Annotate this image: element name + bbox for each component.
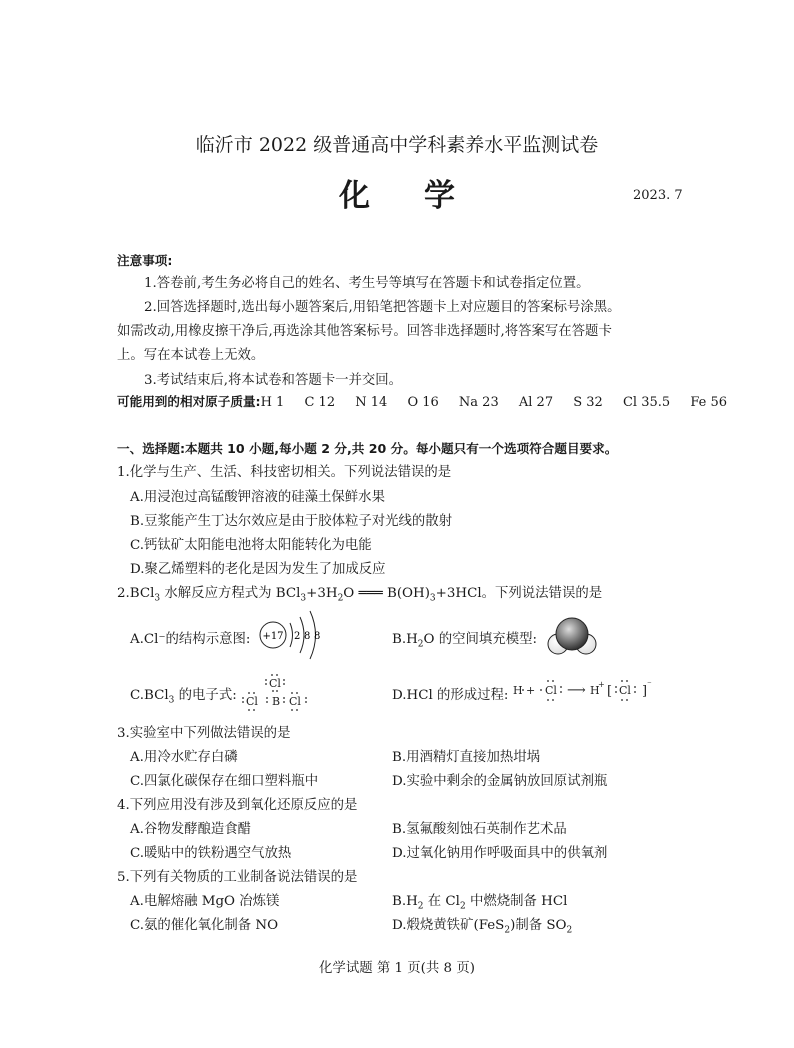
q5-stem: 5.下列有关物质的工业制备说法错误的是 [117,870,358,885]
atomic-masses-line [117,391,727,410]
mass-n: N 14 [355,395,388,410]
hydrogen-atom: H [513,684,523,697]
exam-title: 临沂市 2022 级普通高中学科素养水平监测试卷 [195,134,599,156]
chloride-ion: Cl [619,684,631,697]
q4-option-d: D.过氧化钠用作呼吸面具中的供氧剂 [392,846,608,861]
subscript: 2 [504,925,511,936]
mass-na: Na 23 [458,395,499,410]
q5-option-d [392,914,572,936]
page-footer: 化学试题 第 1 页(共 8 页) [319,961,475,976]
q2-option-d: D.HCl 的形成过程: [392,688,509,703]
chloride-ion-structure-diagram [254,604,332,668]
q2-stem-part: 水解反应方程式为 BCl [160,586,301,601]
subject-title: 化学 [339,178,509,214]
right-cl: Cl [289,695,301,708]
q2-option-b [392,628,537,650]
q2-option-c [130,684,237,706]
exam-date: 2023. 7 [633,188,683,203]
mass-al: Al 27 [518,395,554,410]
subscript: 2 [337,593,344,604]
q2-stem-part: 2.BCl [117,586,155,601]
q5-b-part: 在 Cl [423,894,460,909]
q4-option-c: C.暖贴中的铁粉遇空气放热 [130,846,292,861]
bcl3-electron-dot-formula [242,670,312,712]
q5-d-part: )制备 SO [510,918,567,933]
q3-stem: 3.实验室中下列做法错误的是 [117,726,291,741]
water-space-filling-model [544,614,600,658]
q5-option-c: C.氨的催化氧化制备 NO [130,918,279,933]
shell-2-count: 8 [304,631,311,642]
shell-3-count: 8 [314,631,321,642]
mass-o: O 16 [407,395,439,410]
q5-b-part: 中燃烧制备 HCl [465,894,568,909]
subscript: 2 [417,901,424,912]
mass-s: S 32 [573,395,603,410]
hydrogen-ion-charge: + [598,680,605,689]
top-cl: Cl [269,677,281,690]
q1-option-c: C.钙钛矿太阳能电池将太阳能转化为电能 [130,538,372,553]
subscript: 3 [429,593,436,604]
notes-item-1: 1.答卷前,考生务必将自己的姓名、考生号等填写在答题卡和试卷指定位置。 [144,276,590,291]
q2-stem-part: +3HCl。下列说法错误的是 [435,586,603,601]
atomic-masses-label: 可能用到的相对原子质量: [117,394,261,409]
left-bracket: [ [607,684,613,699]
mass-fe: Fe 56 [690,395,727,410]
shell-1-count: 2 [294,631,301,642]
q4-stem: 4.下列应用没有涉及到氧化还原反应的是 [117,798,358,813]
subscript: 2 [417,639,424,650]
q4-option-b: B.氢氟酸刻蚀石英制作艺术品 [392,822,567,837]
q5-b-part: B.H [392,894,418,909]
q2-c-part: C.BCl [130,688,169,703]
q2-option-a: A.Cl⁻的结构示意图: [130,632,251,647]
nucleus-label: +17 [262,631,284,642]
q5-option-a: A.电解熔融 MgO 冶炼镁 [130,894,280,909]
q1-option-a: A.用浸泡过高锰酸钾溶液的硅藻土保鲜水果 [130,490,385,505]
hcl-formation-process [512,675,672,705]
q1-stem: 1.化学与生产、生活、科技密切相关。下列说法错误的是 [117,465,452,480]
notes-heading: 注意事项: [117,253,173,268]
q2-b-part: B.H [392,632,418,647]
q4-option-a: A.谷物发酵酿造食醋 [130,822,252,837]
arrow: ⟶ [567,683,586,698]
mass-h: H 1 [260,395,285,410]
q2-c-part: 的电子式: [174,688,237,703]
subscript: 2 [459,901,466,912]
subscript: 3 [168,695,175,706]
q1-option-b: B.豆浆能产生丁达尔效应是由于胶体粒子对光线的散射 [130,514,453,529]
q3-option-d: D.实验中剩余的金属钠放回原试剂瓶 [392,774,608,789]
plus-sign: + [526,684,536,697]
left-cl: Cl [246,695,258,708]
q2-stem [117,582,602,604]
q2-stem-part: +3H [306,586,338,601]
mass-cl: Cl 35.5 [622,395,671,410]
chlorine-atom: Cl [545,684,557,697]
q2-stem-part: O ═══ B(OH) [343,586,430,601]
notes-item-2-line-1: 2.回答选择题时,选出每小题答案后,用铅笔把答题卡上对应题目的答案标号涂黑。 [144,300,621,315]
mass-c: C 12 [304,395,336,410]
hydrogen-ion: H [590,684,600,697]
q1-option-d: D.聚乙烯塑料的老化是因为发生了加成反应 [130,562,386,577]
q3-option-a: A.用冷水贮存白磷 [130,750,238,765]
q5-d-part: D.煅烧黄铁矿(FeS [392,918,505,933]
right-bracket: ] [642,684,648,699]
q3-option-c: C.四氯化碳保存在细口塑料瓶中 [130,774,319,789]
subscript: 3 [154,593,161,604]
q3-option-b: B.用酒精灯直接加热坩埚 [392,750,541,765]
q5-option-b [392,890,567,912]
subscript: 3 [300,593,307,604]
q2-b-part: O 的空间填充模型: [423,632,537,647]
notes-item-2-line-3: 上。写在本试卷上无效。 [117,348,265,363]
boron-atom: B [272,695,281,708]
chloride-ion-charge: ⁻ [647,680,652,690]
section-1-heading: 一、选择题:本题共 10 小题,每小题 2 分,共 20 分。每小题只有一个选项符合题目要求。 [117,441,618,456]
subscript: 2 [566,925,573,936]
notes-item-3: 3.考试结束后,将本试卷和答题卡一并交回。 [144,373,403,388]
notes-item-2-line-2: 如需改动,用橡皮擦干净后,再选涂其他答案标号。回答非选择题时,将答案写在答题卡 [117,324,612,339]
